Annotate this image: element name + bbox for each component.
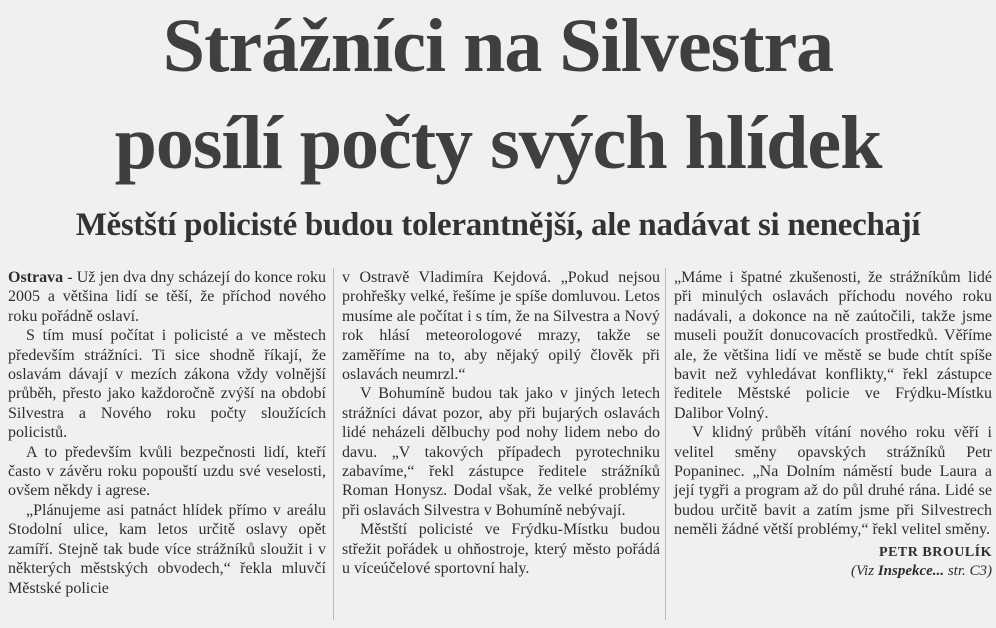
article-column-2: [342, 268, 660, 579]
headline-line-2: posílí počty svých hlídek: [114, 101, 882, 185]
paragraph: A to především kvůli bezpečnosti lidí, kteří často v závěru roku popouští uzdu své veselosti, ovšem někdy i agrese.: [8, 443, 326, 500]
author-byline: PETR BROULÍK: [879, 544, 992, 560]
ref-open: (Viz: [851, 563, 878, 580]
page-reference: [674, 562, 992, 581]
headline-line-1: Strážníci na Silvestra: [162, 4, 834, 88]
paragraph: V Bohumíně budou tak jako v jiných letech strážníci dávat pozor, aby při bujarých oslavách lidé neházeli dělbuchy pod nohy lidem nebo do davu. „V takových případech pyrotechniku zabavíme,“ řekl zástupce ředitele strážníků Roman Honysz. Dodal však, že velké problémy při oslavách Silvestra v Bohumíně nebývají.: [342, 385, 660, 519]
paragraph: [8, 268, 326, 326]
article-column-1: [8, 268, 326, 598]
paragraph: S tím musí počítat i policisté a ve městech především strážníci. Ti sice shodně říkají, že oslavám dávají v mezích zákona vždy volnější průběh, přesto jako každoročně zvýší na období Silvestra a Nového roku počty sloužících policistů.: [8, 327, 326, 442]
ref-link-text: Inspekce...: [877, 563, 945, 580]
column-divider: [333, 268, 334, 620]
paragraph: Městští policisté ve Frýdku-Místku budou střežit pořádek u ohňostroje, který město pořádá u víceúčelové sportovní haly.: [342, 521, 660, 578]
article-column-3: [674, 268, 992, 582]
subheadline: Městští policisté budou tolerantnější, ale nadávat si nenechají: [75, 207, 921, 243]
paragraph: v Ostravě Vladimíra Kejdová. „Pokud nejsou prohřešky velké, řešíme je spíše domluvou. Letos musíme ale počítat i s tím, že na Silvestra a Nový rok hlásí meteorologové mrazy, takže se zaměříme na to, aby nějaký opilý člověk při oslavách neumrzl.“: [342, 269, 660, 384]
paragraph-text: - Už jen dva dny scházejí do konce roku 2005 a většina lidí se těší, že příchod nového roku pořádně oslaví.: [8, 269, 326, 325]
paragraph: „Máme i špatné zkušenosti, že strážníkům lidé při minulých oslavách příchodu nového roku nadávali, a dokonce na ně zaútočili, takže jsme museli použít donucovacích prostředků. Věříme ale, že většina lidí ve městě se bude chtít spíše bavit než vyhledávat konflikty,“ řekl zástupce ředitele Městské policie ve Frýdku-Místku Dalibor Volný.: [674, 269, 992, 422]
paragraph: „Plánujeme asi patnáct hlídek přímo v areálu Stodolní ulice, kam letos určitě oslavy opět zamíří. Stejně tak bude více strážníků sloužit i v některých městských obvodech,“ řekla mluvčí Městské policie: [8, 501, 326, 597]
column-divider: [665, 268, 666, 620]
dateline: Ostrava: [8, 269, 64, 286]
ref-close: str. C3): [944, 563, 992, 580]
paragraph: V klidný průběh vítání nového roku věří i velitel směny opavských strážníků Petr Popaninec. „Na Dolním náměstí bude Laura a její tygři a program až do půl druhé rána. Lidé se budou určitě bavit a zatím jsme při Silvestrech neměli žádné větší problémy,“ řekl velitel směny.: [674, 424, 992, 539]
